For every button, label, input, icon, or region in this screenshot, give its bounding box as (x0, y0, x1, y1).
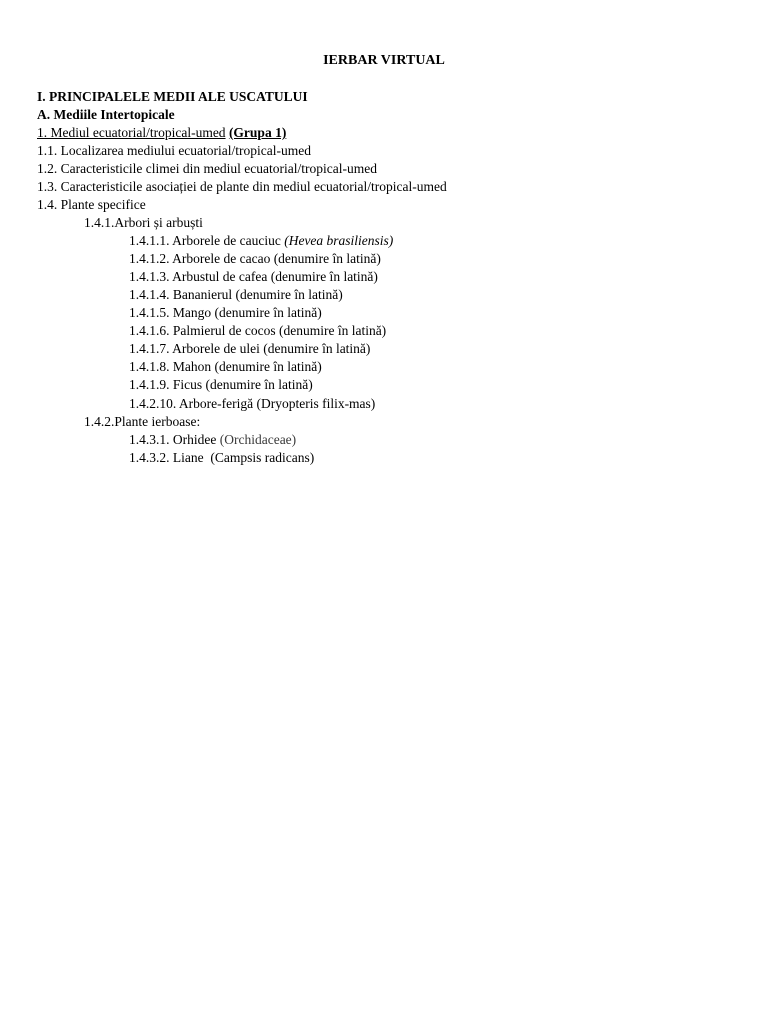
tree-item: 1.4.1.3. Arbustul de cafea (denumire în latină) (129, 269, 378, 284)
tree-item-text: 1.4.1.1. Arborele de cauciuc (129, 233, 285, 248)
tree-item: 1.4.1.4. Bananierul (denumire în latină) (129, 287, 343, 302)
herb-item-text: 1.4.3.1. Orhidee (129, 432, 220, 447)
tree-item: 1.4.1.8. Mahon (denumire în latină) (129, 359, 322, 374)
trees-heading: 1.4.1.Arbori și arbuști (84, 215, 203, 230)
group-heading (37, 124, 286, 142)
topic-item: 1.3. Caracteristicile asociației de plante din mediul ecuatorial/tropical-umed (37, 179, 447, 194)
herb-item (129, 449, 314, 467)
tree-item: 1.4.2.10. Arbore-ferigă (Dryopteris filix-mas) (129, 396, 376, 411)
section-heading: I. PRINCIPALELE MEDII ALE USCATULUI (37, 89, 308, 104)
herbs-heading: 1.4.2.Plante ierboase: (84, 414, 201, 429)
topic-item: 1.1. Localizarea mediului ecuatorial/tropical-umed (37, 143, 312, 158)
group-heading-text: 1. Mediul ecuatorial/tropical-umed (37, 125, 226, 140)
tree-item: 1.4.1.2. Arborele de cacao (denumire în latină) (129, 251, 381, 266)
herb-latin-name: (Campsis radicans) (210, 450, 315, 465)
tree-item: 1.4.1.5. Mango (denumire în latină) (129, 305, 322, 320)
herb-item (129, 431, 296, 449)
topic-item: 1.2. Caracteristicile climei din mediul ecuatorial/tropical-umed (37, 161, 377, 176)
group-label: (Grupa 1) (228, 125, 287, 140)
topic-item: 1.4. Plante specifice (37, 197, 146, 212)
herb-item-text: 1.4.3.2. Liane (129, 450, 211, 465)
tree-item: 1.4.1.6. Palmierul de cocos (denumire în latină) (129, 323, 387, 338)
tree-item (129, 232, 393, 250)
document-title: IERBAR VIRTUAL (323, 53, 445, 68)
tree-item: 1.4.1.7. Arborele de ulei (denumire în latină) (129, 341, 371, 356)
herb-latin-name: (Orchidaceae) (219, 432, 297, 447)
tree-latin-name: (Hevea brasiliensis) (284, 233, 394, 248)
subsection-heading: A. Mediile Intertopicale (37, 107, 175, 122)
tree-item: 1.4.1.9. Ficus (denumire în latină) (129, 377, 313, 392)
